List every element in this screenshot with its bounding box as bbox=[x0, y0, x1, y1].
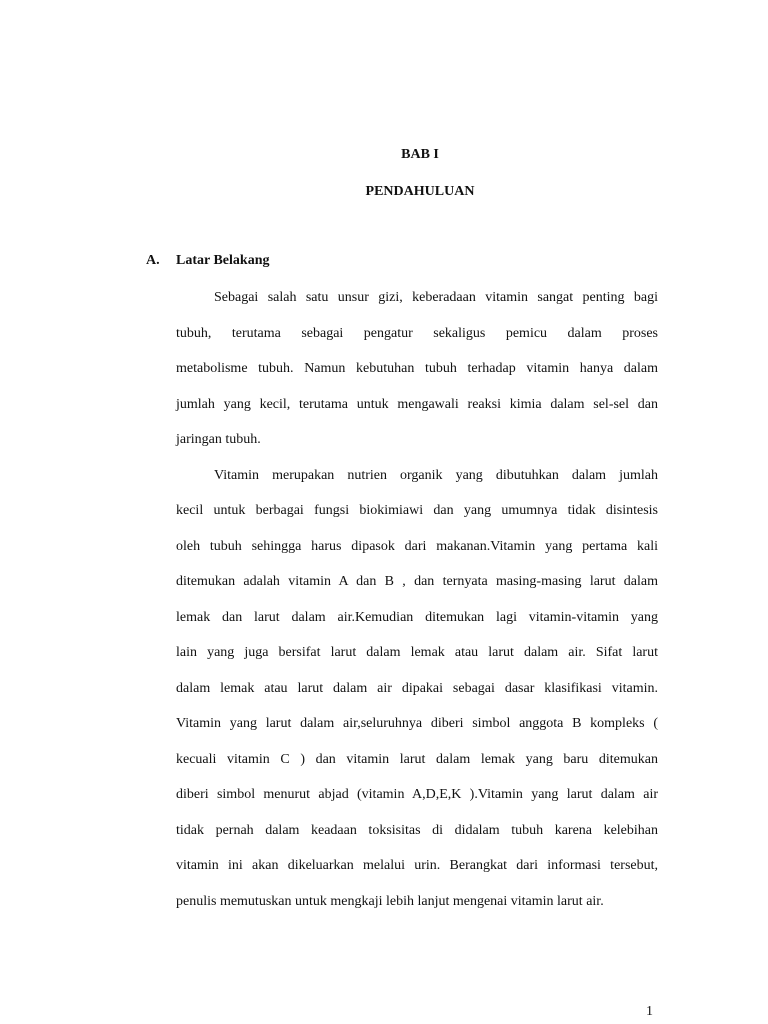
text-line: ditemukan adalah vitamin A dan B , dan ternyata masing-masing larut dalam bbox=[176, 574, 658, 589]
text-line: Vitamin yang larut dalam air,seluruhnya diberi simbol anggota B kompleks ( bbox=[176, 716, 658, 731]
body-text bbox=[176, 280, 658, 919]
text-line: oleh tubuh sehingga harus dipasok dari makanan.Vitamin yang pertama kali bbox=[176, 538, 658, 554]
text-line: tubuh, terutama sebagai pengatur sekaligus pemicu dalam proses bbox=[176, 325, 658, 341]
text-line: Sebagai salah satu unsur gizi, keberadaan vitamin sangat penting bagi bbox=[214, 290, 658, 305]
text-line: dalam lemak atau larut dalam air dipakai sebagai dasar klasifikasi vitamin. bbox=[176, 680, 658, 696]
text-line: lemak dan larut dalam air.Kemudian ditemukan lagi vitamin-vitamin yang bbox=[176, 609, 658, 625]
text-line: tidak pernah dalam keadaan toksisitas di didalam tubuh karena kelebihan bbox=[176, 822, 658, 838]
text-line: jaringan tubuh. bbox=[176, 432, 261, 447]
section-heading bbox=[146, 253, 269, 269]
text-line: vitamin ini akan dikeluarkan melalui urin. Berangkat dari informasi tersebut, bbox=[176, 858, 658, 873]
text-line: Vitamin merupakan nutrien organik yang dibutuhkan dalam jumlah bbox=[214, 467, 658, 483]
text-line: lain yang juga bersifat larut dalam lemak atau larut dalam air. Sifat larut bbox=[176, 645, 658, 660]
text-line: jumlah yang kecil, terutama untuk mengawali reaksi kimia dalam sel-sel dan bbox=[176, 396, 658, 412]
section-title: Latar Belakang bbox=[176, 253, 270, 268]
page-number: 1 bbox=[646, 1004, 653, 1019]
text-line: diberi simbol menurut abjad (vitamin A,D,E,K ).Vitamin yang larut dalam air bbox=[176, 787, 658, 802]
text-line: kecuali vitamin C ) dan vitamin larut dalam lemak yang baru ditemukan bbox=[176, 751, 658, 767]
text-line: penulis memutuskan untuk mengkaji lebih lanjut mengenai vitamin larut air. bbox=[176, 893, 604, 909]
chapter-number: BAB I bbox=[401, 147, 439, 162]
chapter-title: PENDAHULUAN bbox=[365, 184, 475, 199]
text-line: kecil untuk berbagai fungsi biokimiawi dan yang umumnya tidak disintesis bbox=[176, 503, 658, 518]
section-letter: A. bbox=[146, 253, 160, 268]
text-line: metabolisme tubuh. Namun kebutuhan tubuh terhadap vitamin hanya dalam bbox=[176, 361, 658, 376]
